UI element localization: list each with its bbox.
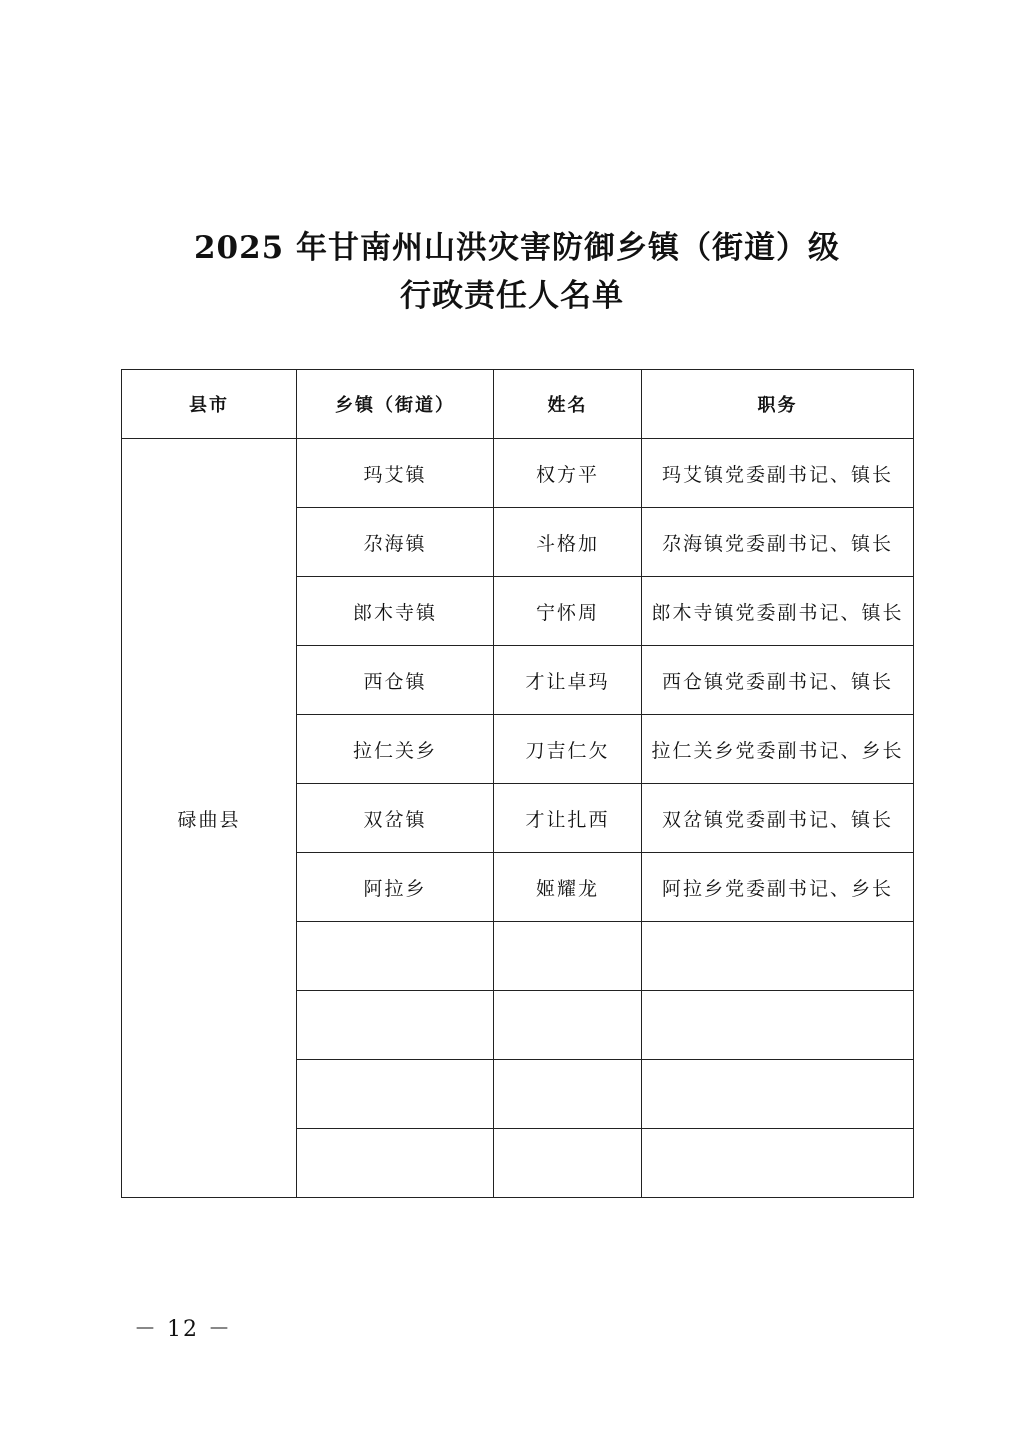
town-cell: 拉仁关乡 [297,715,494,784]
name-cell [494,1060,642,1129]
town-cell: 西仓镇 [297,646,494,715]
name-cell [494,991,642,1060]
duty-cell [642,991,914,1060]
header-county: 县市 [122,370,297,439]
duty-cell: 拉仁关乡党委副书记、乡长 [642,715,914,784]
town-cell: 双岔镇 [297,784,494,853]
town-cell [297,1129,494,1198]
name-cell: 宁怀周 [494,577,642,646]
duty-cell [642,1129,914,1198]
header-name: 姓名 [494,370,642,439]
name-cell: 权方平 [494,439,642,508]
name-cell: 斗格加 [494,508,642,577]
document-title-line-1: 2025 年甘南州山洪灾害防御乡镇（街道）级 [193,230,841,266]
duty-cell: 尕海镇党委副书记、镇长 [642,508,914,577]
name-cell: 才让卓玛 [494,646,642,715]
name-cell: 刀吉仁欠 [494,715,642,784]
town-cell: 郎木寺镇 [297,577,494,646]
town-cell: 玛艾镇 [297,439,494,508]
page-number: － 12 － [134,1317,232,1342]
town-cell: 阿拉乡 [297,853,494,922]
town-cell [297,991,494,1060]
duty-cell: 西仓镇党委副书记、镇长 [642,646,914,715]
name-cell: 姬耀龙 [494,853,642,922]
duty-cell: 玛艾镇党委副书记、镇长 [642,439,914,508]
table-header-row [122,370,914,439]
document-title-line-2: 行政责任人名单 [400,278,624,314]
name-cell: 才让扎西 [494,784,642,853]
town-cell [297,1060,494,1129]
duty-cell [642,922,914,991]
table-row [122,439,914,508]
duty-cell [642,1060,914,1129]
duty-cell: 阿拉乡党委副书记、乡长 [642,853,914,922]
town-cell [297,922,494,991]
county-cell: 碌曲县 [122,439,297,1198]
name-cell [494,922,642,991]
duty-cell: 郎木寺镇党委副书记、镇长 [642,577,914,646]
town-cell: 尕海镇 [297,508,494,577]
responsible-persons-table [121,369,914,1198]
header-duty: 职务 [642,370,914,439]
duty-cell: 双岔镇党委副书记、镇长 [642,784,914,853]
name-cell [494,1129,642,1198]
header-town: 乡镇（街道） [297,370,494,439]
